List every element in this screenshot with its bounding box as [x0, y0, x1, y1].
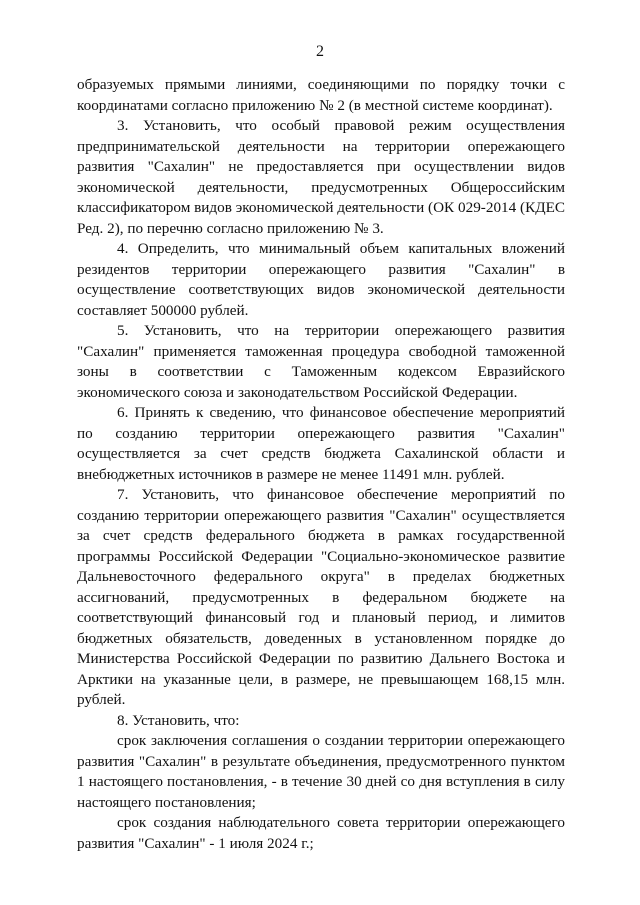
paragraph-item-6: 6. Принять к сведению, что финансовое обеспечение мероприятий по созданию территории опережающего развития "Сахалин" осуществляется за счет средств бюджета Сахалинской области и внебюджетных источников в размере не менее 11491 млн. рублей.: [77, 404, 565, 483]
paragraph-item-7: 7. Установить, что финансовое обеспечение мероприятий по созданию территории опережающего развития "Сахалин" осуществляется за счет средств федерального бюджета в рамках государственной программы Российской Федерации "Социально-экономическое развитие Дальневосточного федерального округа" в пределах бюджетных ассигнований, предусмотренных в федеральном бюджете на соответствующий финансовый год и плановый период, и лимитов бюджетных обязательств, доведенных в установленном порядке до Министерства Российской Федерации по развитию Дальнего Востока и Арктики на указанные цели, в размере, не превышающем 168,15 млн. рублей.: [77, 486, 565, 708]
paragraph-item-4: 4. Определить, что минимальный объем капитальных вложений резидентов территории опережающего развития "Сахалин" в осуществление соответствующих видов экономической деятельности составляет 500000 рублей.: [77, 240, 565, 319]
paragraph-item-8-clause-b: срок создания наблюдательного совета территории опережающего развития "Сахалин" - 1 июля 2024 г.;: [77, 814, 565, 852]
paragraph-item-8-clause-a: срок заключения соглашения о создании территории опережающего развития "Сахалин" в результате объединения, предусмотренного пунктом 1 настоящего постановления, - в течение 30 дней со дня вступления в силу настоящего постановления;: [77, 732, 565, 811]
page-number: 2: [316, 43, 324, 60]
paragraph-item-5: 5. Установить, что на территории опережающего развития "Сахалин" применяется таможенная процедура свободной таможенной зоны в соответствии с Таможенным кодексом Евразийского экономического союза и законодательством Российской Федерации.: [77, 322, 565, 401]
document-body: [77, 75, 565, 854]
paragraph-continued: образуемых прямыми линиями, соединяющими по порядку точки с координатами согласно приложению № 2 (в местной системе координат).: [77, 76, 565, 114]
paragraph-item-8: 8. Установить, что:: [117, 711, 240, 729]
paragraph-item-3: 3. Установить, что особый правовой режим осуществления предпринимательской деятельности на территории опережающего развития "Сахалин" не предоставляется при осуществлении видов экономической деятельности, предусмотренных Общероссийским классификатором видов экономической деятельности (ОК 029-2014 (КДЕС Ред. 2), по перечню согласно приложению № 3.: [77, 117, 565, 237]
